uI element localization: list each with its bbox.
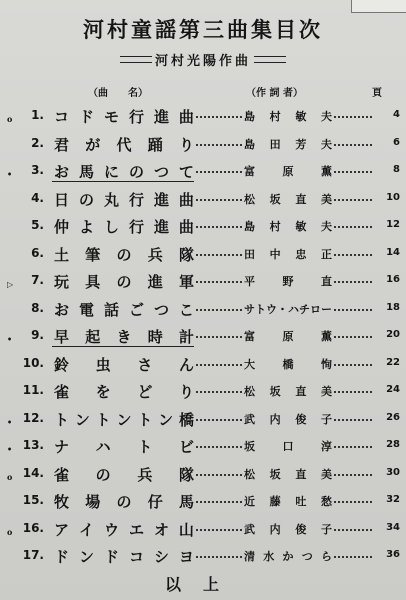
song-number: 2. bbox=[31, 135, 44, 150]
header-page: 頁 bbox=[372, 88, 382, 99]
lyricist-name: 大 橋 恂 bbox=[244, 357, 332, 371]
page-number: 12 bbox=[386, 219, 400, 230]
lyricist-name: 武 内 俊 子 bbox=[244, 412, 332, 426]
page-corner-tab bbox=[351, 0, 406, 13]
pencil-mark: o bbox=[7, 471, 13, 482]
page-number: 6 bbox=[393, 136, 400, 148]
dot-leader bbox=[334, 116, 372, 118]
lyricist-name: 田 中 忠 正 bbox=[244, 247, 332, 261]
contents-row bbox=[0, 519, 406, 547]
dot-leader bbox=[334, 281, 372, 283]
dot-leader bbox=[196, 144, 242, 146]
page-number: 26 bbox=[386, 411, 400, 423]
dot-leader bbox=[196, 309, 242, 311]
song-number: 1. bbox=[31, 108, 44, 122]
page-number: 36 bbox=[386, 549, 400, 560]
dot-leader bbox=[196, 446, 242, 448]
header-lyricist: （作 詞 者） bbox=[246, 88, 303, 99]
lyricist-name: 島 村 敏 夫 bbox=[244, 220, 332, 233]
dot-leader bbox=[196, 529, 242, 531]
song-title: ア イ ウ エ オ 山 bbox=[54, 520, 194, 539]
song-title: 雀 を ど り bbox=[54, 383, 194, 401]
song-title: 牧 場 の 仔 馬 bbox=[54, 493, 194, 511]
song-title: お 馬 に の つ て bbox=[54, 163, 194, 181]
contents-row bbox=[0, 189, 406, 217]
page-number: 4 bbox=[393, 109, 400, 120]
lyricist-name: 坂 口 淳 bbox=[244, 440, 332, 453]
song-title: ド ン ド コ シ ヨ bbox=[54, 548, 194, 566]
composer-credit: 河村光陽作曲 bbox=[154, 53, 251, 69]
contents-row bbox=[0, 436, 406, 464]
song-title: 君 が 代 踊 り bbox=[54, 135, 194, 154]
song-title: 土 筆 の 兵 隊 bbox=[54, 245, 194, 264]
song-title: 早 起 き 時 計 bbox=[54, 328, 194, 346]
song-title: 鈴 虫 さ ん bbox=[54, 355, 194, 374]
lyricist-name: 武 内 俊 子 bbox=[244, 522, 332, 536]
song-number: 17. bbox=[22, 548, 44, 562]
pencil-mark: • bbox=[7, 169, 13, 179]
page-number: 32 bbox=[386, 494, 400, 505]
contents-row bbox=[0, 299, 406, 327]
dot-leader bbox=[334, 144, 372, 146]
lyricist-name: 富 原 薫 bbox=[244, 330, 332, 343]
song-title: 日 の 丸 行 進 曲 bbox=[54, 190, 194, 209]
song-number: 8. bbox=[31, 300, 44, 315]
left-double-rule bbox=[120, 56, 152, 63]
pencil-mark: • bbox=[7, 334, 13, 344]
song-number: 10. bbox=[22, 355, 44, 370]
lyricist-name: サ ト ウ ・ ハ チ ロ ー bbox=[244, 302, 332, 316]
lyricist-name: 富 原 薫 bbox=[244, 165, 332, 178]
dot-leader bbox=[334, 501, 372, 503]
page-number: 16 bbox=[386, 274, 400, 285]
dot-leader bbox=[196, 226, 242, 228]
end-mark: 以上 bbox=[164, 575, 241, 594]
page-title: 河村童謡第三曲集目次 bbox=[83, 17, 323, 42]
page-number: 34 bbox=[386, 521, 400, 533]
page-number: 18 bbox=[386, 301, 400, 313]
dot-leader bbox=[196, 501, 242, 503]
dot-leader bbox=[196, 336, 242, 338]
contents-row bbox=[0, 244, 406, 272]
dot-leader bbox=[196, 391, 242, 393]
lyricist-name: 松 坂 直 美 bbox=[244, 385, 332, 398]
dot-leader bbox=[334, 171, 372, 173]
column-headers bbox=[0, 84, 406, 100]
dot-leader bbox=[334, 529, 372, 531]
dot-leader bbox=[334, 556, 372, 558]
pencil-mark: ▷ bbox=[7, 279, 14, 289]
song-number: 5. bbox=[31, 218, 44, 232]
song-number: 4. bbox=[31, 190, 44, 205]
song-title: お 電 話 ご つ こ bbox=[54, 300, 194, 319]
page-number: 14 bbox=[386, 246, 400, 258]
song-number: 3. bbox=[31, 163, 44, 177]
dot-leader bbox=[196, 364, 242, 366]
song-number: 14. bbox=[22, 465, 44, 480]
lyricist-name: 清 水 か つ ら bbox=[244, 550, 332, 563]
page-number: 22 bbox=[386, 356, 400, 368]
lyricist-name: 平 野 直 bbox=[244, 275, 332, 288]
page-number: 20 bbox=[386, 329, 400, 340]
contents-list bbox=[0, 106, 406, 574]
contents-row bbox=[0, 326, 406, 354]
lyricist-name: 島 村 敏 夫 bbox=[244, 110, 332, 123]
page-number: 30 bbox=[386, 466, 400, 478]
lyricist-name: 松 坂 直 美 bbox=[244, 192, 332, 206]
contents-row bbox=[0, 216, 406, 244]
dot-leader bbox=[196, 474, 242, 476]
contents-row bbox=[0, 491, 406, 519]
dot-leader bbox=[334, 336, 372, 338]
dot-leader bbox=[196, 171, 242, 173]
song-number: 9. bbox=[31, 328, 44, 342]
song-number: 7. bbox=[31, 273, 44, 287]
song-number: 11. bbox=[22, 383, 44, 397]
dot-leader bbox=[334, 364, 372, 366]
lyricist-name: 松 坂 直 美 bbox=[244, 467, 332, 481]
header-title: （曲 名） bbox=[88, 88, 148, 99]
song-number: 6. bbox=[31, 245, 44, 260]
contents-row bbox=[0, 134, 406, 162]
dot-leader bbox=[334, 391, 372, 393]
dot-leader bbox=[334, 254, 372, 256]
song-title: 雀 の 兵 隊 bbox=[54, 465, 194, 484]
song-title: コ ド モ 行 進 曲 bbox=[54, 108, 194, 126]
pen-underline bbox=[52, 346, 194, 347]
dot-leader bbox=[196, 556, 242, 558]
dot-leader bbox=[196, 281, 242, 283]
song-title: ナ ハ ト ビ bbox=[54, 438, 194, 456]
dot-leader bbox=[334, 309, 372, 311]
contents-row bbox=[0, 354, 406, 382]
contents-row bbox=[0, 464, 406, 492]
contents-row bbox=[0, 546, 406, 574]
dot-leader bbox=[334, 419, 372, 421]
dot-leader bbox=[196, 254, 242, 256]
composer-line bbox=[0, 50, 406, 68]
pen-underline bbox=[52, 181, 194, 182]
pencil-mark: • bbox=[7, 444, 13, 454]
dot-leader bbox=[334, 199, 372, 201]
page-number: 8 bbox=[393, 164, 400, 175]
pencil-mark: o bbox=[7, 114, 13, 124]
dot-leader bbox=[334, 474, 372, 476]
song-title: 玩 具 の 進 軍 bbox=[54, 273, 194, 291]
contents-row bbox=[0, 161, 406, 189]
dot-leader bbox=[334, 446, 372, 448]
song-title: 仲 よ し 行 進 曲 bbox=[54, 218, 194, 236]
page-number: 28 bbox=[386, 439, 400, 450]
song-number: 16. bbox=[22, 520, 44, 535]
contents-row bbox=[0, 271, 406, 299]
contents-row bbox=[0, 381, 406, 409]
page-number: 24 bbox=[386, 384, 400, 395]
contents-row bbox=[0, 409, 406, 437]
dot-leader bbox=[196, 419, 242, 421]
song-number: 15. bbox=[22, 493, 44, 507]
pencil-mark: o bbox=[7, 526, 13, 537]
right-double-rule bbox=[254, 56, 286, 63]
pencil-mark: • bbox=[7, 416, 13, 427]
song-number: 12. bbox=[22, 410, 44, 425]
lyricist-name: 島 田 芳 夫 bbox=[244, 137, 332, 151]
dot-leader bbox=[196, 199, 242, 201]
dot-leader bbox=[334, 226, 372, 228]
dot-leader bbox=[196, 116, 242, 118]
lyricist-name: 近 藤 吐 愁 bbox=[244, 495, 332, 508]
contents-row bbox=[0, 106, 406, 134]
song-number: 13. bbox=[22, 438, 44, 452]
page-number: 10 bbox=[386, 191, 400, 203]
song-title: ト ン ト ン ト ン 橋 bbox=[54, 410, 194, 429]
